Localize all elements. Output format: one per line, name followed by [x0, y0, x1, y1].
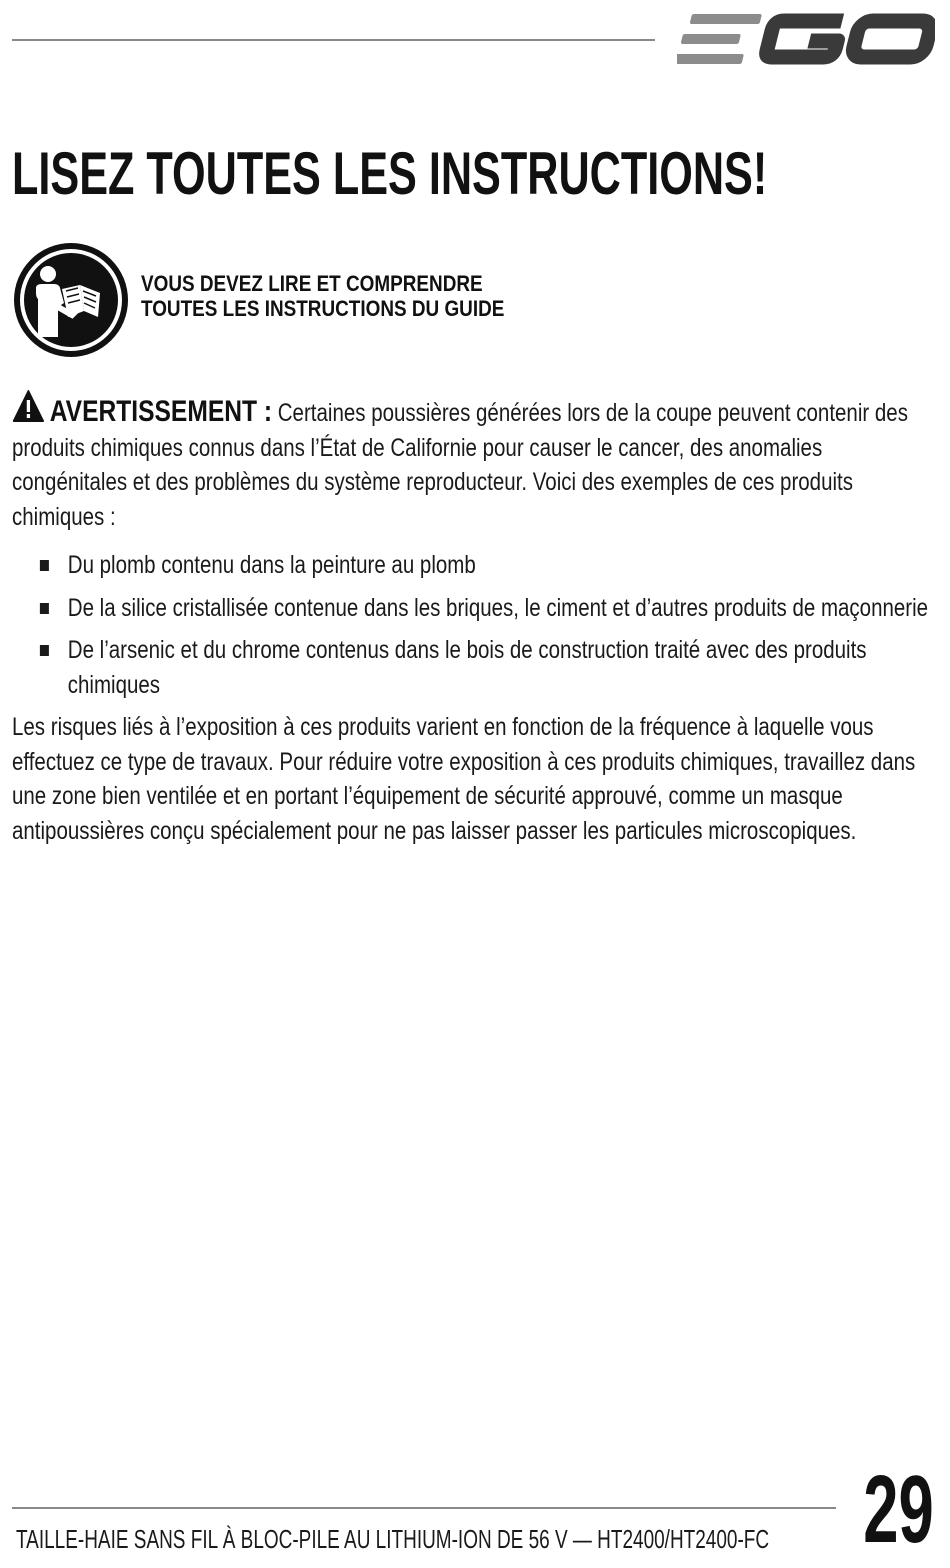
square-bullet-icon: [40, 603, 49, 614]
manual-notice-line1: VOUS DEVEZ LIRE ET COMPRENDRE: [141, 271, 483, 296]
list-item-text: De l’arsenic et du chrome contenus dans le bois de construction traité avec des produits chimiques: [67, 636, 867, 699]
list-item: [12, 548, 937, 583]
warning-paragraph: [12, 389, 937, 534]
page-title: LISEZ TOUTES LES INSTRUCTIONS!: [12, 140, 768, 207]
footer-product-name: TAILLE-HAIE SANS FIL À BLOC-PILE AU LITHIUM-ION DE 56 V — HT2400/HT2400-FC: [16, 1524, 770, 1554]
read-manual-icon: [12, 241, 130, 359]
warning-label: AVERTISSEMENT :: [49, 395, 273, 428]
warning-text: Certaines poussières générées lors de la coupe peuvent contenir des produits chimiques connus dans l’État de Californie pour causer le cancer, des anomalies congénitales et des problèmes du système reproducteur. Voici des exemples de ces produits chimiques :: [12, 399, 908, 531]
list-item-text: De la silice cristallisée contenue dans les briques, le ciment et d’autres produits de maçonnerie: [67, 593, 929, 622]
closing-paragraph: Les risques liés à l’exposition à ces produits varient en fonction de la fréquence à laquelle vous effectuez ce type de travaux. Pour réduire votre exposition à ces produits chimiques, travaillez dans une zone bien ventilée et en portant l’équipement de sécurité approuvé, comme un masque antipoussières conçu spécialement pour ne pas laisser passer les particules microscopiques.: [12, 713, 916, 845]
chemicals-list: [12, 548, 937, 702]
manual-notice-line2: TOUTES LES INSTRUCTIONS DU GUIDE: [141, 296, 505, 321]
ego-logo: [677, 10, 935, 68]
warning-triangle-icon: [12, 389, 50, 423]
list-item-text: Du plomb contenu dans la peinture au plomb: [67, 551, 476, 579]
square-bullet-icon: [40, 645, 49, 656]
header-rule: [12, 39, 655, 41]
main-content: [12, 389, 937, 848]
list-item: [12, 633, 937, 702]
page-number: 29: [863, 1456, 934, 1563]
ego-logo-graphic: [677, 10, 935, 68]
footer-rule: [12, 1507, 836, 1509]
square-bullet-icon: [40, 560, 49, 571]
list-item: [12, 591, 937, 626]
manual-notice: [141, 271, 504, 321]
